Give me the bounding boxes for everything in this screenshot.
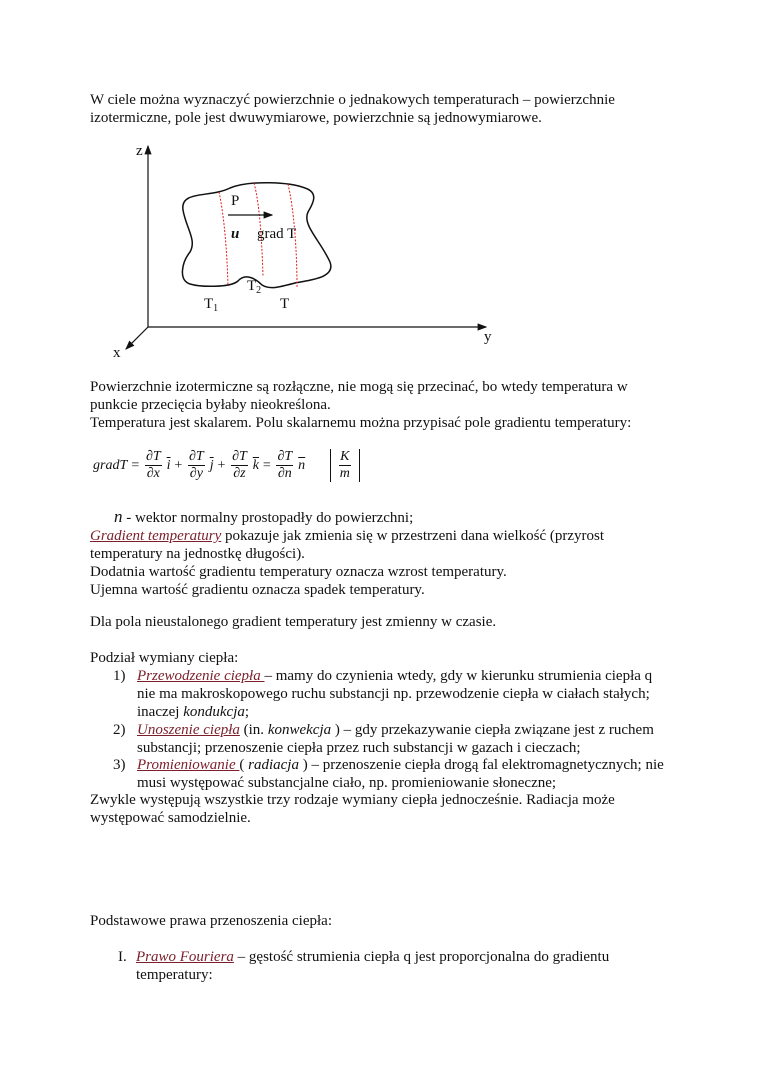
u-label: u	[231, 226, 240, 242]
unit-vector-k: $\overline{k}$	[252, 457, 259, 473]
gradient-temperatury-link[interactable]: Gradient temperatury	[90, 528, 222, 544]
isotherm-diagram	[0, 0, 760, 380]
text: - wektor normalny prostopadły do powierzchni;	[122, 510, 414, 526]
text-line: Temperatura jest skalarem. Polu skalarnemu można przypisać pole gradientu temperatury:	[90, 415, 632, 431]
isotherm-line	[219, 192, 228, 286]
t2-label: $T_2$	[247, 278, 262, 296]
text: pokazuje jak zmienia się w przestrzeni dana wielkość (przyrost	[221, 528, 604, 544]
plus: +	[173, 457, 183, 473]
x-label: x	[113, 345, 121, 361]
isotherm-paragraph	[90, 378, 690, 432]
gradient-paragraph	[90, 508, 690, 599]
unit-vector-i: $\overline{i}$	[166, 457, 171, 473]
heat-exchange-heading: Podział wymiany ciepła:	[90, 650, 239, 666]
plus: +	[216, 457, 227, 473]
unoszenie-link[interactable]: Unoszenie ciepła	[137, 722, 240, 738]
text-line: Ujemna wartość gradientu oznacza spadek temperatury.	[90, 582, 425, 598]
text-line: Zwykle występują wszystkie trzy rodzaje wymiany ciepła jednocześnie. Radiacja może	[90, 792, 615, 808]
unit-bracket: $\frac{K}{m}$	[330, 449, 359, 482]
x-axis	[126, 327, 148, 349]
text-line: Dodatnia wartość gradientu temperatury oznacza wzrost temperatury.	[90, 564, 507, 580]
list-item: 1) Przewodzenie ciepła – mamy do czynienia wtedy, gdy w kierunku strumienia ciepła q nie ma makroskopowego ruchu substancji np. przewodzenie ciepła w ciałach stałych; inaczej kondukcja;	[113, 668, 653, 720]
promieniowanie-link[interactable]: Promieniowanie	[137, 757, 240, 773]
text-line: W ciele można wyznaczyć powierzchnie o jednakowych temperaturach – powierzchnie	[90, 92, 615, 108]
summary-paragraph	[90, 791, 690, 827]
text-line: izotermiczne, pole jest dwuwymiarowe, powierzchnie są jednowymiarowe.	[90, 110, 542, 126]
grad-t-label: grad T	[257, 226, 297, 242]
fraction: $\frac{\partial T}{\partial x}$	[145, 449, 161, 481]
z-label: z	[136, 143, 143, 159]
equals: =	[262, 457, 272, 473]
t-label: T	[280, 296, 290, 312]
unit-vector-j: $\overline{j}$	[209, 457, 214, 473]
point-p-label: P	[231, 193, 240, 209]
text-line: Powierzchnie izotermiczne są rozłączne, nie mogą się przecinać, bo wtedy temperatura w	[90, 379, 628, 395]
prawo-fouriera-link[interactable]: Prawo Fouriera	[136, 949, 234, 965]
n-symbol: n	[114, 507, 123, 526]
gradient-formula	[93, 449, 360, 482]
y-label: y	[484, 329, 492, 345]
text-line	[90, 527, 690, 545]
text-line: temperatury na jednostkę długości).	[90, 546, 305, 562]
fraction: $\frac{\partial T}{\partial y}$	[189, 449, 204, 481]
formula-lhs: gradT =	[93, 457, 140, 473]
text-line: występować samodzielnie.	[90, 810, 251, 826]
normal-vector-line	[90, 508, 690, 527]
t1-label: $T_1$	[204, 296, 219, 314]
list-item: 2) Unoszenie ciepła (in. konwekcja ) – gdy przekazywanie ciepła związane jest z ruchem substancji; przenoszenie ciepła przez ruch substancji w gazach i cieczach;	[113, 722, 654, 756]
text-line: punkcie przecięcia byłaby nieokreślona.	[90, 397, 331, 413]
fraction: $\frac{\partial T}{\partial z}$	[232, 449, 247, 481]
list-item: I. Prawo Fouriera – gęstość strumienia ciepła q jest proporcjonalna do gradientu temperatury:	[118, 949, 610, 983]
list-item: 3) Promieniowanie ( radiacja ) – przenoszenie ciepła drogą fal elektromagnetycznych; nie musi występować substancjalne ciało, np. promieniowanie słoneczne;	[113, 757, 664, 791]
unsteady-field-text: Dla pola nieustalonego gradient temperatury jest zmienny w czasie.	[90, 614, 497, 630]
przewodzenie-link[interactable]: Przewodzenie ciepła	[137, 668, 265, 684]
basic-laws-heading: Podstawowe prawa przenoszenia ciepła:	[90, 913, 332, 929]
fraction: $\frac{\partial T}{\partial n}$	[277, 449, 293, 481]
normal-vector-n: $\overline{n}$	[298, 457, 306, 473]
